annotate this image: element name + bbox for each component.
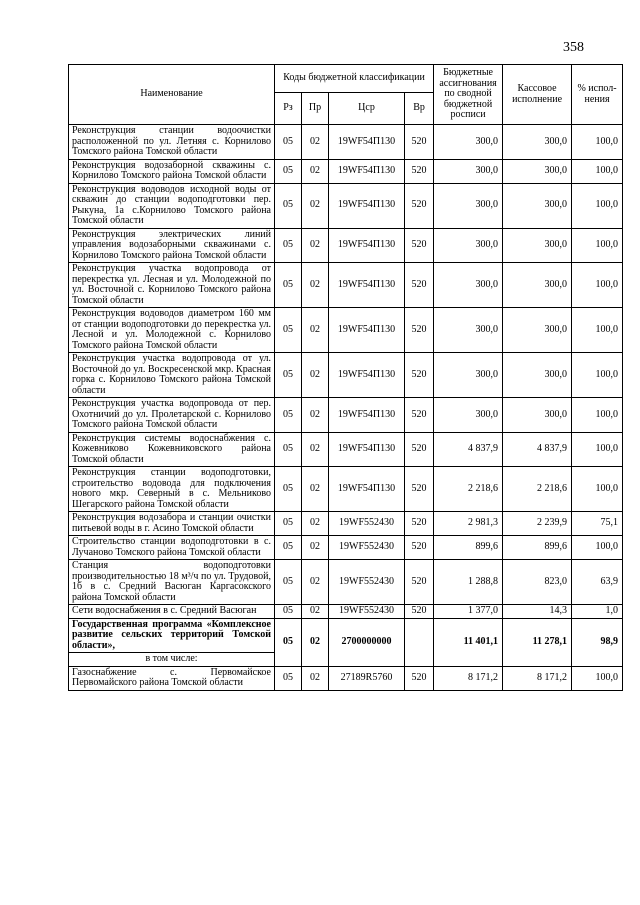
row-name: Реконструкция участка водопровода от пер. Охотничий до ул. Пролетарской с. Корнилово Томского района Томской области bbox=[69, 398, 275, 433]
table-row bbox=[69, 228, 623, 263]
program-plan: 11 401,1 bbox=[434, 618, 503, 666]
program-rz: 05 bbox=[275, 618, 302, 666]
row-pct: 100,0 bbox=[572, 228, 623, 263]
header-rz: Рз bbox=[275, 93, 302, 125]
row-rz: 05 bbox=[275, 228, 302, 263]
row-csr: 19WF54П130 bbox=[329, 159, 405, 183]
row-pct: 75,1 bbox=[572, 512, 623, 536]
row-plan: 899,6 bbox=[434, 536, 503, 560]
row-rz: 05 bbox=[275, 467, 302, 512]
program-row bbox=[69, 618, 623, 653]
row-csr: 19WF54П130 bbox=[329, 467, 405, 512]
row-pr: 02 bbox=[302, 228, 329, 263]
row-cash: 300,0 bbox=[503, 159, 572, 183]
row-pct: 100,0 bbox=[572, 536, 623, 560]
row-plan: 300,0 bbox=[434, 125, 503, 160]
row-name: Реконструкция станции водоочистки расположенной по ул. Летняя с. Корнилово Томского района Томской области bbox=[69, 125, 275, 160]
table-row bbox=[69, 432, 623, 467]
row-vr: 520 bbox=[405, 432, 434, 467]
row-plan: 300,0 bbox=[434, 353, 503, 398]
row-pct: 100,0 bbox=[572, 263, 623, 308]
row-plan: 300,0 bbox=[434, 398, 503, 433]
row-pr: 02 bbox=[302, 183, 329, 228]
header-percent: % испол-нения bbox=[572, 65, 623, 125]
row-cash: 8 171,2 bbox=[503, 666, 572, 690]
row-plan: 1 288,8 bbox=[434, 560, 503, 605]
row-csr: 19WF552430 bbox=[329, 512, 405, 536]
table-row bbox=[69, 536, 623, 560]
row-pct: 100,0 bbox=[572, 467, 623, 512]
row-plan: 2 218,6 bbox=[434, 467, 503, 512]
row-plan: 300,0 bbox=[434, 308, 503, 353]
row-vr: 520 bbox=[405, 398, 434, 433]
budget-table bbox=[68, 64, 623, 691]
row-plan: 1 377,0 bbox=[434, 605, 503, 619]
row-cash: 14,3 bbox=[503, 605, 572, 619]
row-pr: 02 bbox=[302, 353, 329, 398]
row-rz: 05 bbox=[275, 308, 302, 353]
row-rz: 05 bbox=[275, 183, 302, 228]
table-row bbox=[69, 125, 623, 160]
header-pr: Пр bbox=[302, 93, 329, 125]
row-cash: 4 837,9 bbox=[503, 432, 572, 467]
row-cash: 823,0 bbox=[503, 560, 572, 605]
row-pct: 100,0 bbox=[572, 666, 623, 690]
program-cash: 11 278,1 bbox=[503, 618, 572, 666]
row-name: Реконструкция водозаборной скважины с. Корнилово Томского района Томской области bbox=[69, 159, 275, 183]
row-pr: 02 bbox=[302, 666, 329, 690]
row-pr: 02 bbox=[302, 467, 329, 512]
table-row bbox=[69, 512, 623, 536]
row-csr: 19WF54П130 bbox=[329, 263, 405, 308]
table-row bbox=[69, 183, 623, 228]
row-cash: 300,0 bbox=[503, 353, 572, 398]
row-pr: 02 bbox=[302, 432, 329, 467]
row-csr: 19WF54П130 bbox=[329, 432, 405, 467]
row-csr: 19WF54П130 bbox=[329, 183, 405, 228]
page-number: 358 bbox=[563, 40, 584, 55]
row-pct: 100,0 bbox=[572, 432, 623, 467]
row-pct: 100,0 bbox=[572, 398, 623, 433]
row-pr: 02 bbox=[302, 159, 329, 183]
row-plan: 2 981,3 bbox=[434, 512, 503, 536]
table-row bbox=[69, 605, 623, 619]
row-csr: 19WF552430 bbox=[329, 536, 405, 560]
row-name: Реконструкция водоводов исходной воды от скважин до станции водоподготовки пер. Рыкуна, 1а с.Корнилово Томского района Томской области bbox=[69, 183, 275, 228]
row-pct: 100,0 bbox=[572, 159, 623, 183]
row-pr: 02 bbox=[302, 560, 329, 605]
row-cash: 300,0 bbox=[503, 125, 572, 160]
row-pct: 100,0 bbox=[572, 183, 623, 228]
header-assignments: Бюджетные ассигнования по сводной бюджетной росписи bbox=[434, 65, 503, 125]
row-name: Станция водоподготовки производительностью 18 м³/ч по ул. Трудовой, 1б в с. Средний Васюган Каргасокского района Томской области bbox=[69, 560, 275, 605]
row-name: Реконструкция участка водопровода от перекрестка ул. Лесная и ул. Молодежной по ул. Восточной с. Корнилово Томского района Томской области bbox=[69, 263, 275, 308]
row-name: Реконструкция электрических линий управления водозаборными скважинами с. Корнилово Томского района Томской области bbox=[69, 228, 275, 263]
row-plan: 4 837,9 bbox=[434, 432, 503, 467]
row-csr: 19WF54П130 bbox=[329, 308, 405, 353]
program-pr: 02 bbox=[302, 618, 329, 666]
row-plan: 300,0 bbox=[434, 228, 503, 263]
row-vr: 520 bbox=[405, 308, 434, 353]
row-csr: 19WF552430 bbox=[329, 605, 405, 619]
row-pr: 02 bbox=[302, 536, 329, 560]
header-vr: Вр bbox=[405, 93, 434, 125]
row-plan: 300,0 bbox=[434, 183, 503, 228]
row-cash: 899,6 bbox=[503, 536, 572, 560]
row-pct: 100,0 bbox=[572, 308, 623, 353]
header-cash: Кассовое исполнение bbox=[503, 65, 572, 125]
row-rz: 05 bbox=[275, 398, 302, 433]
row-vr: 520 bbox=[405, 228, 434, 263]
row-csr: 19WF54П130 bbox=[329, 398, 405, 433]
row-vr: 520 bbox=[405, 605, 434, 619]
row-rz: 05 bbox=[275, 536, 302, 560]
row-rz: 05 bbox=[275, 512, 302, 536]
row-plan: 8 171,2 bbox=[434, 666, 503, 690]
row-pr: 02 bbox=[302, 512, 329, 536]
row-pct: 100,0 bbox=[572, 125, 623, 160]
header-codes: Коды бюджетной классификации bbox=[275, 65, 434, 93]
row-plan: 300,0 bbox=[434, 159, 503, 183]
row-vr: 520 bbox=[405, 263, 434, 308]
row-pr: 02 bbox=[302, 398, 329, 433]
header-csr: Цср bbox=[329, 93, 405, 125]
table-row bbox=[69, 159, 623, 183]
table-row bbox=[69, 560, 623, 605]
row-vr: 520 bbox=[405, 353, 434, 398]
row-pct: 100,0 bbox=[572, 353, 623, 398]
program-name: Государственная программа «Комплексное развитие сельских территорий Томской области», bbox=[69, 618, 275, 653]
row-cash: 300,0 bbox=[503, 183, 572, 228]
row-plan: 300,0 bbox=[434, 263, 503, 308]
row-rz: 05 bbox=[275, 666, 302, 690]
row-rz: 05 bbox=[275, 159, 302, 183]
row-rz: 05 bbox=[275, 432, 302, 467]
program-pct: 98,9 bbox=[572, 618, 623, 666]
row-csr: 19WF54П130 bbox=[329, 125, 405, 160]
row-csr: 27189R5760 bbox=[329, 666, 405, 690]
table-row bbox=[69, 263, 623, 308]
table-row bbox=[69, 398, 623, 433]
row-csr: 19WF552430 bbox=[329, 560, 405, 605]
program-csr: 2700000000 bbox=[329, 618, 405, 666]
row-cash: 300,0 bbox=[503, 263, 572, 308]
row-pr: 02 bbox=[302, 263, 329, 308]
row-pr: 02 bbox=[302, 308, 329, 353]
row-name: Реконструкция системы водоснабжения с. Кожевниково Кожевниковского района Томской области bbox=[69, 432, 275, 467]
row-vr: 520 bbox=[405, 512, 434, 536]
row-rz: 05 bbox=[275, 605, 302, 619]
row-vr: 520 bbox=[405, 125, 434, 160]
row-csr: 19WF54П130 bbox=[329, 228, 405, 263]
row-cash: 300,0 bbox=[503, 398, 572, 433]
row-csr: 19WF54П130 bbox=[329, 353, 405, 398]
row-name: Сети водоснабжения в с. Средний Васюган bbox=[69, 605, 275, 619]
table-row bbox=[69, 353, 623, 398]
row-name: Реконструкция водозабора и станции очистки питьевой воды в г. Асино Томской области bbox=[69, 512, 275, 536]
row-vr: 520 bbox=[405, 159, 434, 183]
row-rz: 05 bbox=[275, 125, 302, 160]
row-vr: 520 bbox=[405, 560, 434, 605]
row-cash: 300,0 bbox=[503, 228, 572, 263]
row-pr: 02 bbox=[302, 605, 329, 619]
table-row bbox=[69, 666, 623, 690]
row-cash: 300,0 bbox=[503, 308, 572, 353]
row-name: Газоснабжение с. Первомайское Первомайского района Томской области bbox=[69, 666, 275, 690]
program-vr bbox=[405, 618, 434, 666]
table-row bbox=[69, 467, 623, 512]
row-pct: 63,9 bbox=[572, 560, 623, 605]
row-pr: 02 bbox=[302, 125, 329, 160]
row-vr: 520 bbox=[405, 666, 434, 690]
row-rz: 05 bbox=[275, 353, 302, 398]
row-name: Строительство станции водоподготовки в с. Лучаново Томского района Томской области bbox=[69, 536, 275, 560]
row-name: Реконструкция станции водоподготовки, строительство водовода для подключения нового мкр. Северный в с. Мельниково Шегарского района Томской области bbox=[69, 467, 275, 512]
table-row bbox=[69, 308, 623, 353]
row-name: Реконструкция участка водопровода от ул. Восточной до ул. Воскресенской мкр. Красная горка с. Корнилово Томского района Томской области bbox=[69, 353, 275, 398]
row-cash: 2 218,6 bbox=[503, 467, 572, 512]
header-name: Наименование bbox=[69, 65, 275, 125]
row-vr: 520 bbox=[405, 183, 434, 228]
row-vr: 520 bbox=[405, 536, 434, 560]
program-note: в том числе: bbox=[69, 653, 275, 667]
row-pct: 1,0 bbox=[572, 605, 623, 619]
row-vr: 520 bbox=[405, 467, 434, 512]
row-name: Реконструкция водоводов диаметром 160 мм от станции водоподготовки до перекрестка ул. Лесной и ул. Молодежной с. Корнилово Томского района Томской области bbox=[69, 308, 275, 353]
row-rz: 05 bbox=[275, 263, 302, 308]
row-rz: 05 bbox=[275, 560, 302, 605]
row-cash: 2 239,9 bbox=[503, 512, 572, 536]
